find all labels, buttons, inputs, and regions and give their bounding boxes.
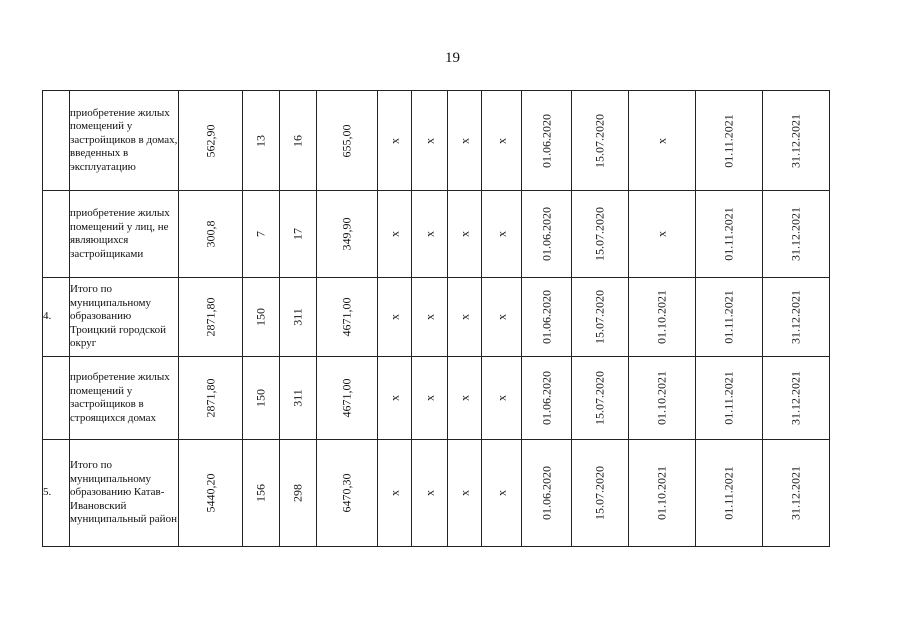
cell-value: 311 xyxy=(290,389,305,407)
value-cell xyxy=(412,278,448,357)
value-cell xyxy=(280,440,317,547)
value-cell xyxy=(317,278,378,357)
value-cell xyxy=(763,91,830,191)
cell-value: 01.11.2021 xyxy=(721,207,736,261)
value-cell xyxy=(572,278,629,357)
value-cell xyxy=(280,278,317,357)
value-cell xyxy=(482,191,522,278)
cell-value: 298 xyxy=(290,484,305,502)
value-cell xyxy=(243,191,280,278)
value-cell xyxy=(572,191,629,278)
row-number xyxy=(43,91,70,191)
cell-value: x xyxy=(456,231,471,237)
value-cell xyxy=(482,357,522,440)
value-cell xyxy=(378,357,412,440)
cell-value: x xyxy=(456,395,471,401)
row-description: Итого по муниципальному образованию Катав-Ивановский муниципальный район xyxy=(70,440,179,547)
table-row xyxy=(43,278,830,357)
cell-value: 15.07.2020 xyxy=(592,113,607,168)
value-cell xyxy=(696,191,763,278)
value-cell xyxy=(629,91,696,191)
cell-value: 300,8 xyxy=(202,220,217,248)
value-cell xyxy=(378,91,412,191)
value-cell xyxy=(448,91,482,191)
value-cell xyxy=(522,91,572,191)
cell-value: x xyxy=(493,490,508,496)
value-cell xyxy=(696,357,763,440)
value-cell xyxy=(412,357,448,440)
cell-value: 15.07.2020 xyxy=(592,290,607,344)
cell-value: x xyxy=(421,231,436,237)
table-row xyxy=(43,440,830,547)
value-cell xyxy=(243,278,280,357)
cell-value: x xyxy=(493,395,508,401)
cell-value: x xyxy=(386,137,401,144)
row-description: приобретение жилых помещений у застройщиков в строящихся домах xyxy=(70,357,179,440)
value-cell xyxy=(763,191,830,278)
cell-value: 15.07.2020 xyxy=(592,207,607,261)
value-cell xyxy=(522,357,572,440)
cell-value: x xyxy=(456,137,471,144)
value-cell xyxy=(179,91,243,191)
cell-value: x xyxy=(456,314,471,320)
value-cell xyxy=(522,191,572,278)
row-number xyxy=(43,191,70,278)
table-row xyxy=(43,191,830,278)
cell-value: x xyxy=(386,395,401,401)
cell-value: x xyxy=(386,490,401,496)
cell-value: x xyxy=(456,490,471,496)
cell-value: 01.10.2021 xyxy=(654,371,669,425)
value-cell xyxy=(763,357,830,440)
value-cell xyxy=(280,357,317,440)
cell-value: x xyxy=(421,395,436,401)
cell-value: x xyxy=(421,490,436,496)
value-cell xyxy=(243,357,280,440)
value-cell xyxy=(378,278,412,357)
cell-value: 15.07.2020 xyxy=(592,371,607,425)
cell-value: 7 xyxy=(253,231,268,237)
value-cell xyxy=(412,91,448,191)
value-cell xyxy=(572,91,629,191)
cell-value: 2871,80 xyxy=(202,378,217,418)
value-cell xyxy=(317,357,378,440)
cell-value: 13 xyxy=(253,134,268,147)
value-cell xyxy=(629,278,696,357)
cell-value: 4671,00 xyxy=(339,378,354,418)
row-number xyxy=(43,357,70,440)
value-cell xyxy=(448,357,482,440)
cell-value: 01.06.2020 xyxy=(538,371,553,425)
cell-value: 17 xyxy=(290,228,305,240)
cell-value: 01.06.2020 xyxy=(538,290,553,344)
value-cell xyxy=(412,191,448,278)
value-cell xyxy=(763,440,830,547)
cell-value: 01.11.2021 xyxy=(721,466,736,520)
value-cell xyxy=(482,91,522,191)
cell-value: 16 xyxy=(290,134,305,147)
value-cell xyxy=(412,440,448,547)
value-cell xyxy=(448,191,482,278)
housing-program-table xyxy=(42,90,830,547)
value-cell xyxy=(280,91,317,191)
value-cell xyxy=(378,191,412,278)
cell-value: 4671,00 xyxy=(339,297,354,337)
cell-value: 2871,80 xyxy=(202,297,217,337)
cell-value: x xyxy=(421,137,436,144)
value-cell xyxy=(317,91,378,191)
value-cell xyxy=(763,278,830,357)
cell-value: 6470,30 xyxy=(339,473,354,513)
value-cell xyxy=(448,278,482,357)
page-number: 19 xyxy=(445,50,460,66)
row-description: Итого по муниципальному образованию Троицкий городской округ xyxy=(70,278,179,357)
cell-value: x xyxy=(493,314,508,320)
value-cell xyxy=(179,440,243,547)
cell-value: 01.10.2021 xyxy=(654,290,669,344)
value-cell xyxy=(179,191,243,278)
value-cell xyxy=(696,278,763,357)
cell-value: 311 xyxy=(290,308,305,326)
cell-value: 31.12.2021 xyxy=(788,371,803,425)
value-cell xyxy=(522,440,572,547)
row-number: 4. xyxy=(43,278,70,357)
cell-value: 01.11.2021 xyxy=(721,290,736,344)
value-cell xyxy=(179,357,243,440)
value-cell xyxy=(572,357,629,440)
cell-value: 655,00 xyxy=(339,124,354,157)
cell-value: 01.06.2020 xyxy=(538,466,553,520)
cell-value: 5440,20 xyxy=(202,473,217,513)
cell-value: x xyxy=(386,314,401,320)
cell-value: 01.11.2021 xyxy=(721,113,736,168)
value-cell xyxy=(629,357,696,440)
row-description: приобретение жилых помещений у застройщиков в домах, введенных в эксплуатацию xyxy=(70,91,179,191)
table-row xyxy=(43,357,830,440)
value-cell xyxy=(280,191,317,278)
cell-value: 150 xyxy=(253,308,268,326)
row-description: приобретение жилых помещений у лиц, не являющихся застройщиками xyxy=(70,191,179,278)
cell-value: 156 xyxy=(253,484,268,502)
value-cell xyxy=(243,91,280,191)
cell-value: x xyxy=(493,137,508,144)
value-cell xyxy=(482,440,522,547)
cell-value: 01.06.2020 xyxy=(538,207,553,261)
cell-value: 01.06.2020 xyxy=(538,113,553,168)
value-cell xyxy=(317,191,378,278)
cell-value: 15.07.2020 xyxy=(592,466,607,520)
row-number: 5. xyxy=(43,440,70,547)
cell-value: 31.12.2021 xyxy=(788,466,803,520)
value-cell xyxy=(696,440,763,547)
value-cell xyxy=(572,440,629,547)
cell-value: 01.10.2021 xyxy=(654,466,669,520)
value-cell xyxy=(522,278,572,357)
cell-value: 562,90 xyxy=(202,124,217,157)
value-cell xyxy=(482,278,522,357)
table-row xyxy=(43,91,830,191)
value-cell xyxy=(243,440,280,547)
value-cell xyxy=(629,440,696,547)
cell-value: 31.12.2021 xyxy=(788,113,803,168)
value-cell xyxy=(317,440,378,547)
cell-value: x xyxy=(421,314,436,320)
cell-value: 31.12.2021 xyxy=(788,290,803,344)
value-cell xyxy=(696,91,763,191)
cell-value: x xyxy=(386,231,401,237)
cell-value: 349,90 xyxy=(339,217,354,251)
cell-value: 31.12.2021 xyxy=(788,207,803,261)
table-body xyxy=(43,91,830,547)
value-cell xyxy=(448,440,482,547)
cell-value: x xyxy=(654,137,669,144)
cell-value: 150 xyxy=(253,389,268,407)
cell-value: 01.11.2021 xyxy=(721,371,736,425)
value-cell xyxy=(629,191,696,278)
value-cell xyxy=(179,278,243,357)
cell-value: x xyxy=(654,231,669,237)
value-cell xyxy=(378,440,412,547)
cell-value: x xyxy=(493,231,508,237)
